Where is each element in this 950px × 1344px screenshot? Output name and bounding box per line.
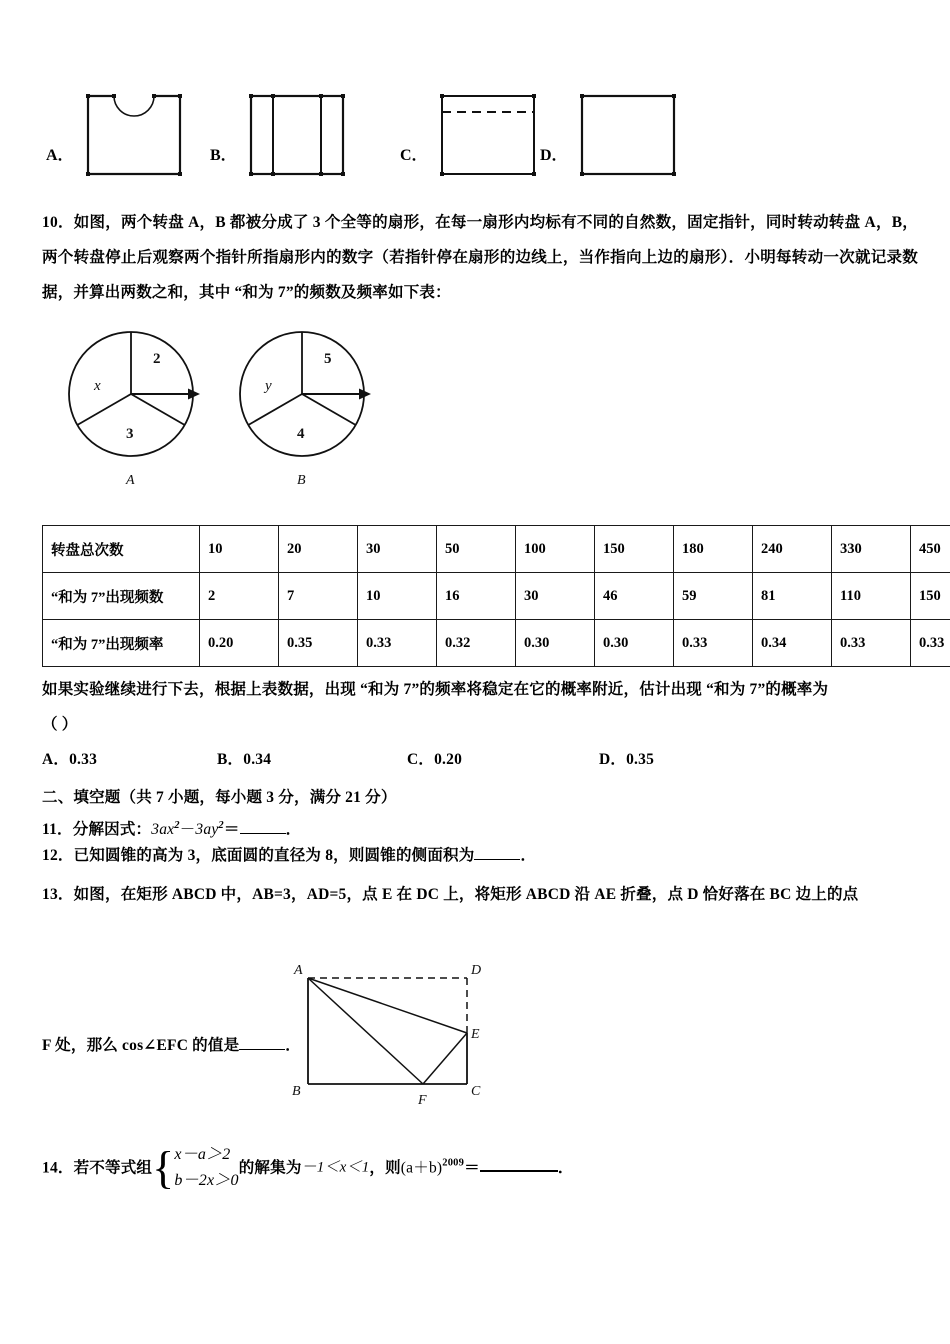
choice-d[interactable] [540,70,678,185]
plain-square-icon [578,88,678,185]
question14-expr-base: (a＋b) [400,1159,443,1177]
row-header-frequency-count: “和为 7”出现频数 [43,573,200,620]
question14-then: ，则 [369,1159,401,1177]
question11-expr-b-exponent: 2 [218,820,224,831]
svg-text:3: 3 [126,426,134,442]
question14 [42,1142,918,1194]
left-brace-icon: { [152,1142,175,1193]
question10-answer-bracket: （ ） [42,716,78,733]
svg-text:B: B [292,1084,301,1099]
cell: 450 [911,526,950,573]
cell: 0.20 [200,620,279,667]
question14-equals: ＝ [464,1159,480,1177]
svg-text:A: A [294,963,303,978]
cell: 46 [595,573,674,620]
question14-period: ． [557,1159,574,1177]
svg-text:2: 2 [153,351,161,367]
question12 [42,838,918,873]
svg-text:5: 5 [324,351,332,367]
row-header-frequency-rate: “和为 7”出现频率 [43,620,200,667]
choice-d-label: D． [540,147,568,164]
cell: 0.30 [516,620,595,667]
frequency-table [42,525,950,667]
svg-text:B: B [297,473,306,488]
question11-period: ． [285,821,302,839]
question14-expr-exponent: 2009 [442,1157,465,1169]
cell: 10 [358,573,437,620]
choice-b[interactable] [210,70,347,185]
question10-after-table [42,672,918,742]
cell: 0.30 [595,620,674,667]
question11-expr-b: 3ay [195,821,219,839]
question11-number: 11． [42,821,73,839]
svg-text:E: E [471,1027,480,1042]
question11-prefix: 分解因式： [72,821,152,839]
spinner-figure-group [55,322,415,502]
question14-inequality-system [174,1142,238,1194]
cell: 30 [516,573,595,620]
cell: 0.35 [279,620,358,667]
section-2-heading: 二、填空题（共 7 小题，每小题 3 分，满分 21 分） [42,789,397,806]
question10-stem [42,205,918,310]
question14-mid: 的解集为 [238,1159,302,1177]
square-with-dashed-horizontal-line-icon [438,88,538,185]
question10-body: 如图，两个转盘 A，B 都被分成了 3 个全等的扇形，在每一扇形内均标有不同的自然数，固定指针，同时转动转盘 A，B，两个转盘停止后观察两个指针所指扇形内的数字（若指针停在扇形的边线上，当作指向上边的扇形）．小明每转动一次就记录数据，并算出两数之和，其中 “和为 7”的频数及频率如下表： [42,214,918,301]
question13-number: 13． [42,886,74,903]
cell: 150 [595,526,674,573]
cell: 7 [279,573,358,620]
question14-inequality-line1: x－a＞2 [174,1146,231,1163]
question11-equals: ＝ [223,821,240,839]
question11-expr-a: 3ax [151,821,175,839]
cell: 100 [516,526,595,573]
square-with-semicircle-notch-icon [84,88,184,185]
question14-inequality-line2: b－2x＞0 [174,1172,239,1189]
cell: 330 [832,526,911,573]
cell: 0.32 [437,620,516,667]
cell: 180 [674,526,753,573]
table-row [43,573,950,620]
svg-text:x: x [94,378,101,394]
question9-choice-row [0,70,950,185]
question10-options [42,742,918,777]
question12-answer-blank[interactable] [474,844,520,860]
question10-option-d[interactable]: D．0.35 [599,751,655,768]
square-with-two-vertical-lines-icon [247,88,347,185]
question13-text-part2: F 处，那么 cos∠EFC 的值是 [42,1037,240,1054]
question14-solution-set: －1＜x＜1 [301,1159,370,1176]
question14-number: 14． [42,1159,74,1177]
cell: 0.33 [911,620,950,667]
cell: 59 [674,573,753,620]
spinner-a [69,332,200,488]
question11-expr-a-exponent: 2 [174,820,180,831]
cell: 50 [437,526,516,573]
cell: 0.33 [674,620,753,667]
cell: 30 [358,526,437,573]
svg-text:F: F [418,1093,427,1108]
question10-option-a[interactable]: A．0.33 [42,751,98,768]
question13-period: ． [285,1037,301,1054]
cell: 10 [200,526,279,573]
question13-text-part1: 如图，在矩形 ABCD 中，AB=3，AD=5，点 E 在 DC 上，将矩形 ABCD 沿 AE 折叠，点 D 恰好落在 BC 边上的点 [73,886,859,903]
question12-number: 12． [42,847,74,864]
question11-minus: － [179,821,196,839]
svg-text:A: A [126,473,135,488]
cell: 2 [200,573,279,620]
cell: 16 [437,573,516,620]
question14-answer-blank[interactable] [480,1160,558,1171]
question13-answer-blank[interactable] [239,1034,285,1050]
cell: 240 [753,526,832,573]
cell: 0.33 [358,620,437,667]
choice-b-label: B． [210,147,237,164]
choice-a-label: A． [46,147,74,164]
question10-option-b[interactable]: B．0.34 [217,751,272,768]
row-header-total-spins: 转盘总次数 [43,526,200,573]
question12-period: ． [520,847,537,864]
question13-rectangle-figure [280,952,510,1112]
svg-text:y: y [265,378,272,394]
cell: 20 [279,526,358,573]
question10-after-text: 如果实验继续进行下去，根据上表数据，出现 “和为 7”的频率将稳定在它的概率附近，估计出现 “和为 7”的概率为 [42,681,829,698]
spinner-b [240,332,371,488]
choice-c[interactable] [400,70,538,185]
svg-text:C: C [471,1084,481,1099]
question14-prefix: 若不等式组 [73,1159,153,1177]
choice-c-label: C． [400,147,428,164]
choice-a[interactable] [46,70,184,185]
cell: 110 [832,573,911,620]
table-row [43,526,950,573]
svg-text:D: D [471,963,482,978]
cell: 0.34 [753,620,832,667]
cell: 0.33 [832,620,911,667]
cell: 150 [911,573,950,620]
question10-option-c[interactable]: C．0.20 [407,751,463,768]
cell: 81 [753,573,832,620]
svg-text:4: 4 [297,426,305,442]
question13-part1 [42,877,932,912]
table-row [43,620,950,667]
question12-text: 已知圆锥的高为 3，底面圆的直径为 8，则圆锥的侧面积为 [73,847,475,864]
question10-number: 10． [42,214,74,231]
question11-answer-blank[interactable] [240,818,286,834]
